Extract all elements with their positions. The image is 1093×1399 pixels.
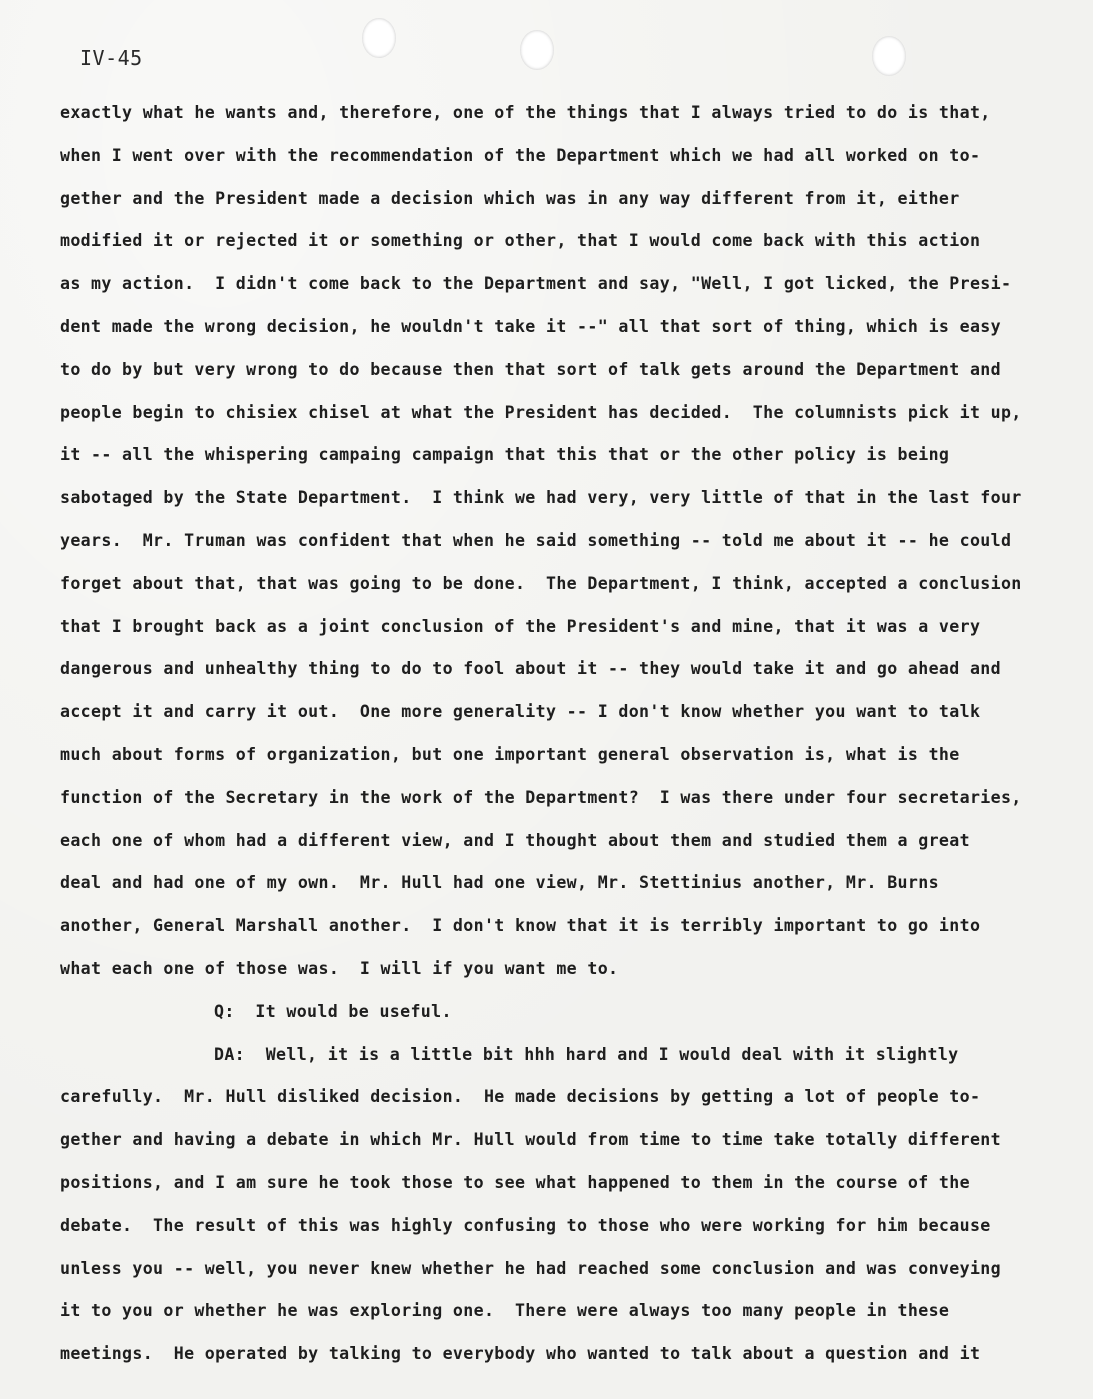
- text-line: positions, and I am sure he took those to see what happened to them in the course of the: [60, 1172, 970, 1192]
- punch-hole: [520, 30, 554, 70]
- text-line: accept it and carry it out. One more generality -- I don't know whether you want to talk: [60, 702, 981, 722]
- answer-line: DA: Well, it is a little bit hhh hard and I would deal with it slightly: [214, 1044, 959, 1064]
- text-line: debate. The result of this was highly confusing to those who were working for him because: [60, 1215, 991, 1235]
- text-line: people begin to chisiex chisel at what the President has decided. The columnists pick it up,: [60, 402, 1022, 422]
- text-line: carefully. Mr. Hull disliked decision. He made decisions by getting a lot of people to-: [60, 1087, 981, 1107]
- text-line: exactly what he wants and, therefore, one of the things that I always tried to do is that,: [60, 103, 991, 122]
- text-line: another, General Marshall another. I don't know that it is terribly important to go into: [60, 916, 981, 936]
- typewritten-body: [60, 97, 1070, 1381]
- punch-hole: [872, 36, 906, 76]
- text-line: dent made the wrong decision, he wouldn't take it --" all that sort of thing, which is easy: [60, 316, 1001, 336]
- text-line: gether and the President made a decision which was in any way different from it, either: [60, 188, 960, 208]
- punch-hole: [362, 18, 396, 58]
- text-line: to do by but very wrong to do because then that sort of talk gets around the Department and: [60, 359, 1001, 379]
- text-line: it to you or whether he was exploring one. There were always too many people in these: [60, 1301, 950, 1321]
- page-number: IV-45: [80, 46, 143, 70]
- text-line: much about forms of organization, but one important general observation is, what is the: [60, 744, 960, 764]
- text-line: dangerous and unhealthy thing to do to fool about it -- they would take it and go ahead and: [60, 659, 1001, 679]
- text-line: meetings. He operated by talking to everybody who wanted to talk about a question and it: [60, 1344, 981, 1364]
- text-line: it -- all the whispering campaing campaign that this that or the other policy is being: [60, 445, 950, 465]
- text-line: that I brought back as a joint conclusion of the President's and mine, that it was a very: [60, 616, 981, 636]
- text-line: sabotaged by the State Department. I think we had very, very little of that in the last four: [60, 488, 1022, 508]
- text-line: what each one of those was. I will if you want me to.: [60, 958, 619, 978]
- text-line: modified it or rejected it or something or other, that I would come back with this action: [60, 231, 981, 251]
- question-line: Q: It would be useful.: [214, 1001, 452, 1021]
- text-line: as my action. I didn't come back to the Department and say, "Well, I got licked, the Presi-: [60, 274, 1012, 294]
- text-line: deal and had one of my own. Mr. Hull had one view, Mr. Stettinius another, Mr. Burns: [60, 873, 939, 893]
- text-line: each one of whom had a different view, and I thought about them and studied them a great: [60, 830, 970, 850]
- text-line: when I went over with the recommendation of the Department which we had all worked on to-: [60, 145, 981, 165]
- text-line: function of the Secretary in the work of the Department? I was there under four secretaries,: [60, 787, 1022, 807]
- text-line: gether and having a debate in which Mr. Hull would from time to time take totally different: [60, 1130, 1001, 1150]
- text-line: years. Mr. Truman was confident that when he said something -- told me about it -- he could: [60, 530, 1012, 550]
- text-line: unless you -- well, you never knew whether he had reached some conclusion and was conveying: [60, 1258, 1001, 1278]
- text-line: forget about that, that was going to be done. The Department, I think, accepted a conclusion: [60, 573, 1022, 593]
